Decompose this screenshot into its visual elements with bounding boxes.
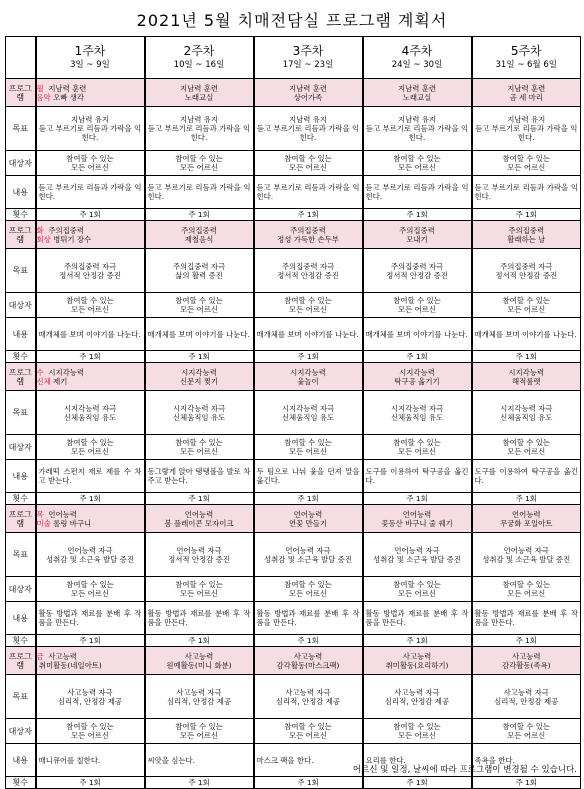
content-cell: 듣고 부르기로 리듬과 가락을 익힌다. — [363, 176, 472, 209]
program-cell — [363, 505, 472, 533]
row-label-program: 프로그램 — [6, 221, 36, 249]
target-cell: 참여할 수 있는 모든 어르신 — [254, 719, 363, 744]
count-cell: 주 1회 — [36, 635, 145, 647]
program-name: 지남력 훈련 — [288, 83, 328, 93]
goal-cell: 지남력 유지 듣고 부르기로 리듬과 가락을 익힌다. — [145, 107, 254, 151]
row-label-target: 대상자 — [6, 293, 36, 318]
target-cell: 참여할 수 있는 모든 어르신 — [363, 435, 472, 460]
count-cell: 주 1회 — [472, 777, 581, 789]
row-label-goal: 목표 — [6, 391, 36, 435]
content-cell: 매개체를 보며 이야기를 나눈다. — [36, 318, 145, 351]
program-name: 언어능력 — [402, 509, 432, 519]
content-cell: 활동 방법과 재료를 분배 후 작품을 만든다. — [36, 602, 145, 635]
row-label-content: 내용 — [6, 460, 36, 493]
goal-cell: 주의집중력 자극 정서적 안정감 증진 — [472, 249, 581, 293]
goal-cell: 사고능력 자극 심리적, 안정감 제공 — [36, 675, 145, 719]
target-cell: 참여할 수 있는 모든 어르신 — [36, 435, 145, 460]
target-cell: 참여할 수 있는 모든 어르신 — [363, 293, 472, 318]
program-cell — [145, 363, 254, 391]
row-target — [6, 293, 581, 318]
row-label-target: 대상자 — [6, 577, 36, 602]
content-cell: 요리를 한다. — [363, 744, 472, 777]
program-name: 주의집중력 — [48, 225, 85, 235]
row-label-program: 프로그램 — [6, 79, 36, 107]
program-topic: 정성 가득한 손두부 — [277, 234, 339, 244]
program-cell — [254, 79, 363, 107]
day-label: 화 — [36, 225, 44, 235]
day-label: 수 — [36, 367, 44, 377]
goal-cell: 언어능력 자극 성취감 및 소근육 발달 증진 — [472, 533, 581, 577]
goal-cell: 주의집중력 자극 정서적 안정감 증진 — [363, 249, 472, 293]
content-cell: 도구를 이용하여 탁구공을 옮긴다. — [363, 460, 472, 493]
target-cell: 참여할 수 있는 모든 어르신 — [363, 719, 472, 744]
goal-cell: 언어능력 자극 정서적 안정감 증진 — [145, 533, 254, 577]
content-cell: 두 팀으로 나눠 윷을 던져 말을 옮긴다. — [254, 460, 363, 493]
target-cell: 참여할 수 있는 모든 어르신 — [36, 293, 145, 318]
program-name: 지남력 훈련 — [507, 83, 546, 93]
goal-cell: 주의집중력 자극 정서적 안정감 증진 — [36, 249, 145, 293]
target-cell: 참여할 수 있는 모든 어르신 — [254, 151, 363, 176]
program-cell — [145, 647, 254, 675]
program-name: 언어능력 — [184, 509, 214, 519]
page-title: 2021년 5월 치매전담실 프로그램 계획서 — [136, 11, 448, 30]
day-label: 목 — [36, 509, 44, 519]
target-cell: 참여할 수 있는 모든 어르신 — [472, 719, 581, 744]
content-cell: 족욕을 한다. — [472, 744, 581, 777]
row-goal — [6, 533, 581, 577]
program-name: 언어능력 — [293, 509, 323, 519]
row-goal — [6, 107, 581, 151]
program-cell — [145, 505, 254, 533]
row-count — [6, 351, 581, 363]
content-cell: 듣고 부르기로 리듬과 가락을 익힌다. — [472, 176, 581, 209]
program-name: 시지각능력 — [48, 367, 85, 377]
program-cell — [472, 363, 581, 391]
row-label-program: 프로그램 — [6, 647, 36, 675]
goal-cell: 시지각능력 자극 신체움직임 유도 — [254, 391, 363, 435]
goal-cell: 사고능력 자극 심리적, 안정감 제공 — [472, 675, 581, 719]
content-cell: 매개체를 보며 이야기를 나눈다. — [145, 318, 254, 351]
target-cell: 참여할 수 있는 모든 어르신 — [145, 293, 254, 318]
count-cell: 주 1회 — [472, 351, 581, 363]
content-cell: 매개체를 보며 이야기를 나눈다. — [254, 318, 363, 351]
count-cell: 주 1회 — [254, 493, 363, 505]
row-target — [6, 719, 581, 744]
goal-cell: 언어능력 자극 성취감 및 소근육 발달 증진 — [363, 533, 472, 577]
program-cell — [363, 79, 472, 107]
row-goal — [6, 391, 581, 435]
row-content — [6, 176, 581, 209]
count-cell: 주 1회 — [254, 209, 363, 221]
program-name: 시지각능력 — [508, 367, 545, 377]
week-header: 1주차 3일 ~ 9일 — [36, 37, 145, 79]
row-label-goal: 목표 — [6, 107, 36, 151]
goal-cell: 지남력 유지 듣고 부르기로 리듬과 가락을 익힌다. — [254, 107, 363, 151]
week-header-row — [6, 37, 581, 79]
count-cell: 주 1회 — [145, 777, 254, 789]
count-cell: 주 1회 — [254, 777, 363, 789]
topic-label: 미술 — [36, 518, 51, 528]
content-cell: 듣고 부르기로 리듬과 가락을 익힌다. — [36, 176, 145, 209]
count-cell: 주 1회 — [145, 635, 254, 647]
target-cell: 참여할 수 있는 모든 어르신 — [145, 577, 254, 602]
target-cell: 참여할 수 있는 모든 어르신 — [472, 293, 581, 318]
program-topic: 원예활동(미니 화분) — [166, 660, 232, 670]
program-topic: 연꽃 만들기 — [288, 518, 328, 528]
row-count — [6, 493, 581, 505]
program-cell — [472, 505, 581, 533]
content-cell: 활동 방법과 재료를 분배 후 작품을 만든다. — [472, 602, 581, 635]
program-topic: 롤링 바구니 — [53, 518, 92, 528]
row-label-goal: 목표 — [6, 249, 36, 293]
goal-cell: 언어능력 자극 성취감 및 소근육 발달 증진 — [36, 533, 145, 577]
program-name: 사고능력 — [293, 651, 323, 661]
row-count — [6, 209, 581, 221]
program-name: 주의집중력 — [290, 225, 326, 235]
goal-cell: 언어능력 자극 성취감 및 소근육 발달 증진 — [254, 533, 363, 577]
row-label-count: 횟수 — [6, 493, 36, 505]
content-cell: 듣고 부르기로 리듬과 가락을 익힌다. — [254, 176, 363, 209]
goal-cell: 사고능력 자극 심리적, 안정감 제공 — [145, 675, 254, 719]
content-cell: 매개체를 보며 이야기를 나눈다. — [472, 318, 581, 351]
count-cell: 주 1회 — [363, 493, 472, 505]
program-topic: 제철음식 — [184, 234, 214, 244]
row-label-content: 내용 — [6, 744, 36, 777]
row-label-count: 횟수 — [6, 209, 36, 221]
goal-cell: 사고능력 자극 심리적, 안정감 제공 — [254, 675, 363, 719]
row-program — [6, 363, 581, 391]
goal-cell: 시지각능력 자극 신체움직임 유도 — [145, 391, 254, 435]
row-label-count: 횟수 — [6, 635, 36, 647]
content-cell: 동그랗게 앉아 탱탱볼을 발로 차 주고 받는다. — [145, 460, 254, 493]
corner-cell — [6, 37, 36, 79]
target-cell: 참여할 수 있는 모든 어르신 — [254, 577, 363, 602]
target-cell: 참여할 수 있는 모든 어르신 — [363, 151, 472, 176]
topic-label: 회상 — [36, 234, 51, 244]
program-cell — [472, 221, 581, 249]
content-cell: 매개체를 보며 이야기를 나눈다. — [363, 318, 472, 351]
row-count — [6, 635, 581, 647]
program-cell — [254, 363, 363, 391]
row-label-target: 대상자 — [6, 151, 36, 176]
row-goal — [6, 249, 581, 293]
program-cell — [145, 221, 254, 249]
goal-cell: 시지각능력 자극 신체움직임 유도 — [36, 391, 145, 435]
row-label-program: 프로그램 — [6, 505, 36, 533]
target-cell: 참여할 수 있는 모든 어르신 — [472, 435, 581, 460]
program-topic: 취미활동(네일아트) — [38, 660, 102, 670]
program-cell — [36, 79, 145, 107]
target-cell: 참여할 수 있는 모든 어르신 — [145, 719, 254, 744]
target-cell: 참여할 수 있는 모든 어르신 — [254, 293, 363, 318]
program-topic: 무궁화 포일아트 — [500, 518, 553, 528]
row-label-content: 내용 — [6, 602, 36, 635]
goal-cell: 시지각능력 자극 신체움직임 유도 — [363, 391, 472, 435]
count-cell: 주 1회 — [472, 635, 581, 647]
content-cell: 마스크 팩을 한다. — [254, 744, 363, 777]
row-target — [6, 577, 581, 602]
count-cell: 주 1회 — [363, 777, 472, 789]
goal-cell: 지남력 유지 듣고 부르기로 리듬과 가락을 익힌다. — [363, 107, 472, 151]
program-name: 주의집중력 — [508, 225, 545, 235]
row-program — [6, 505, 581, 533]
footer-note: 어르신 및 일정, 날씨에 따라 프로그램이 변경될 수 있습니다. — [352, 765, 577, 775]
program-cell — [472, 647, 581, 675]
count-cell: 주 1회 — [472, 209, 581, 221]
target-cell: 참여할 수 있는 모든 어르신 — [36, 719, 145, 744]
program-topic: 모내기 — [406, 234, 428, 244]
program-cell — [363, 647, 472, 675]
program-cell — [254, 505, 363, 533]
program-topic: 취미활동(요리하기) — [385, 660, 449, 670]
goal-cell: 주의집중력 자극 정서적 안정감 증진 — [254, 249, 363, 293]
week-header: 4주차 24일 ~ 30일 — [363, 37, 472, 79]
row-target — [6, 435, 581, 460]
goal-cell: 주의집중력 자극 삶의 활력 증진 — [145, 249, 254, 293]
row-program — [6, 79, 581, 107]
program-topic: 봄 플레이콘 모자이크 — [164, 518, 234, 528]
week-header: 3주차 17일 ~ 23일 — [254, 37, 363, 79]
row-target — [6, 151, 581, 176]
program-name: 시지각능력 — [181, 367, 217, 377]
content-cell: 도구를 이용하여 탁구공을 옮긴다. — [472, 460, 581, 493]
content-cell: 활동 방법과 재료를 분배 후 작품을 만든다. — [363, 602, 472, 635]
count-cell: 주 1회 — [254, 351, 363, 363]
target-cell: 참여할 수 있는 모든 어르신 — [254, 435, 363, 460]
content-cell: 씨앗을 심는다. — [145, 744, 254, 777]
program-name: 주의집중력 — [399, 225, 435, 235]
target-cell: 참여할 수 있는 모든 어르신 — [36, 151, 145, 176]
program-topic: 노래교실 — [184, 92, 214, 102]
program-cell — [145, 79, 254, 107]
target-cell: 참여할 수 있는 모든 어르신 — [145, 151, 254, 176]
program-name: 지남력 훈련 — [179, 83, 219, 93]
program-cell — [254, 221, 363, 249]
program-topic: 상어가족 — [293, 92, 323, 102]
row-label-goal: 목표 — [6, 533, 36, 577]
program-cell — [363, 363, 472, 391]
program-name: 시지각능력 — [399, 367, 435, 377]
row-label-target: 대상자 — [6, 435, 36, 460]
program-cell — [472, 79, 581, 107]
goal-cell: 시지각능력 자극 신체움직임 유도 — [472, 391, 581, 435]
content-cell: 가레떡 스펀지 재로 제를 수 차고 받는다. — [36, 460, 145, 493]
program-topic: 윷놀이 — [297, 376, 319, 386]
program-cell — [36, 647, 145, 675]
program-name: 사고능력 — [402, 651, 432, 661]
content-cell: 매니큐어를 칠한다. — [36, 744, 145, 777]
program-cell — [363, 221, 472, 249]
row-goal — [6, 675, 581, 719]
program-cell — [36, 363, 145, 391]
program-name: 지남력 훈련 — [397, 83, 437, 93]
topic-label: 신체 — [36, 376, 51, 386]
row-program — [6, 647, 581, 675]
target-cell: 참여할 수 있는 모든 어르신 — [472, 151, 581, 176]
program-name: 언어능력 — [48, 509, 77, 519]
program-topic: 신문지 찢기 — [179, 376, 219, 386]
program-topic: 노래교실 — [402, 92, 432, 102]
program-name: 언어능력 — [511, 509, 541, 519]
day-label: 월 — [36, 83, 44, 93]
program-cell — [36, 505, 145, 533]
row-content — [6, 602, 581, 635]
row-program — [6, 221, 581, 249]
count-cell: 주 1회 — [36, 777, 145, 789]
row-label-content: 내용 — [6, 176, 36, 209]
count-cell: 주 1회 — [36, 493, 145, 505]
row-label-count: 횟수 — [6, 777, 36, 789]
count-cell: 주 1회 — [145, 209, 254, 221]
row-label-count: 횟수 — [6, 351, 36, 363]
target-cell: 참여할 수 있는 모든 어르신 — [363, 577, 472, 602]
count-cell: 주 1회 — [363, 209, 472, 221]
content-cell: 활동 방법과 재료를 분배 후 작품을 만든다. — [145, 602, 254, 635]
goal-cell: 사고능력 자극 심리적, 안정감 제공 — [363, 675, 472, 719]
count-cell: 주 1회 — [363, 635, 472, 647]
target-cell: 참여할 수 있는 모든 어르신 — [36, 577, 145, 602]
program-name: 시지각능력 — [290, 367, 326, 377]
program-name: 주의집중력 — [181, 225, 217, 235]
row-content — [6, 318, 581, 351]
goal-cell: 지남력 유지 듣고 부르기로 리듬과 가락을 익힌다. — [36, 107, 145, 151]
program-topic: 활래하는 날 — [507, 234, 546, 244]
goal-cell: 지남력 유지 듣고 부르기로 리듬과 가락을 익힌다. — [472, 107, 581, 151]
program-name: 사고능력 — [48, 651, 77, 661]
content-cell: 듣고 부르기로 리듬과 가락을 익힌다. — [145, 176, 254, 209]
program-topic: 병튀기 장수 — [53, 234, 92, 244]
program-topic: 곰 세 마리 — [509, 92, 543, 102]
program-topic: 해적룰렛 — [511, 376, 541, 386]
day-label: 금 — [36, 651, 44, 661]
content-cell: 활동 방법과 재료를 분배 후 작품을 만든다. — [254, 602, 363, 635]
row-content — [6, 460, 581, 493]
count-cell: 주 1회 — [145, 493, 254, 505]
row-label-content: 내용 — [6, 318, 36, 351]
count-cell: 주 1회 — [363, 351, 472, 363]
target-cell: 참여할 수 있는 모든 어르신 — [472, 577, 581, 602]
program-name: 사고능력 — [184, 651, 214, 661]
week-header: 2주차 10일 ~ 16일 — [145, 37, 254, 79]
program-name: 사고능력 — [511, 651, 541, 661]
program-name: 지남력 훈련 — [48, 83, 87, 93]
program-topic: 제기 — [53, 376, 68, 386]
topic-label: 음악 — [36, 92, 51, 102]
target-cell: 참여할 수 있는 모든 어르신 — [145, 435, 254, 460]
row-label-goal: 목표 — [6, 675, 36, 719]
count-cell: 주 1회 — [254, 635, 363, 647]
program-topic: 탁구공 옮기기 — [394, 376, 440, 386]
row-label-program: 프로그램 — [6, 363, 36, 391]
count-cell: 주 1회 — [472, 493, 581, 505]
program-table — [5, 36, 581, 789]
count-cell: 주 1회 — [36, 351, 145, 363]
row-label-target: 대상자 — [6, 719, 36, 744]
program-cell — [254, 647, 363, 675]
program-topic: 감각활동(족욕) — [501, 660, 551, 670]
program-topic: 감각활동(마스크팩) — [276, 660, 340, 670]
week-header: 5주차 31일 ~ 6월 6일 — [472, 37, 581, 79]
count-cell: 주 1회 — [145, 351, 254, 363]
count-cell: 주 1회 — [36, 209, 145, 221]
program-topic: 오빠 생각 — [53, 92, 85, 102]
program-cell — [36, 221, 145, 249]
program-topic: 꽃등산 바구니 줄 꿰기 — [381, 518, 453, 528]
